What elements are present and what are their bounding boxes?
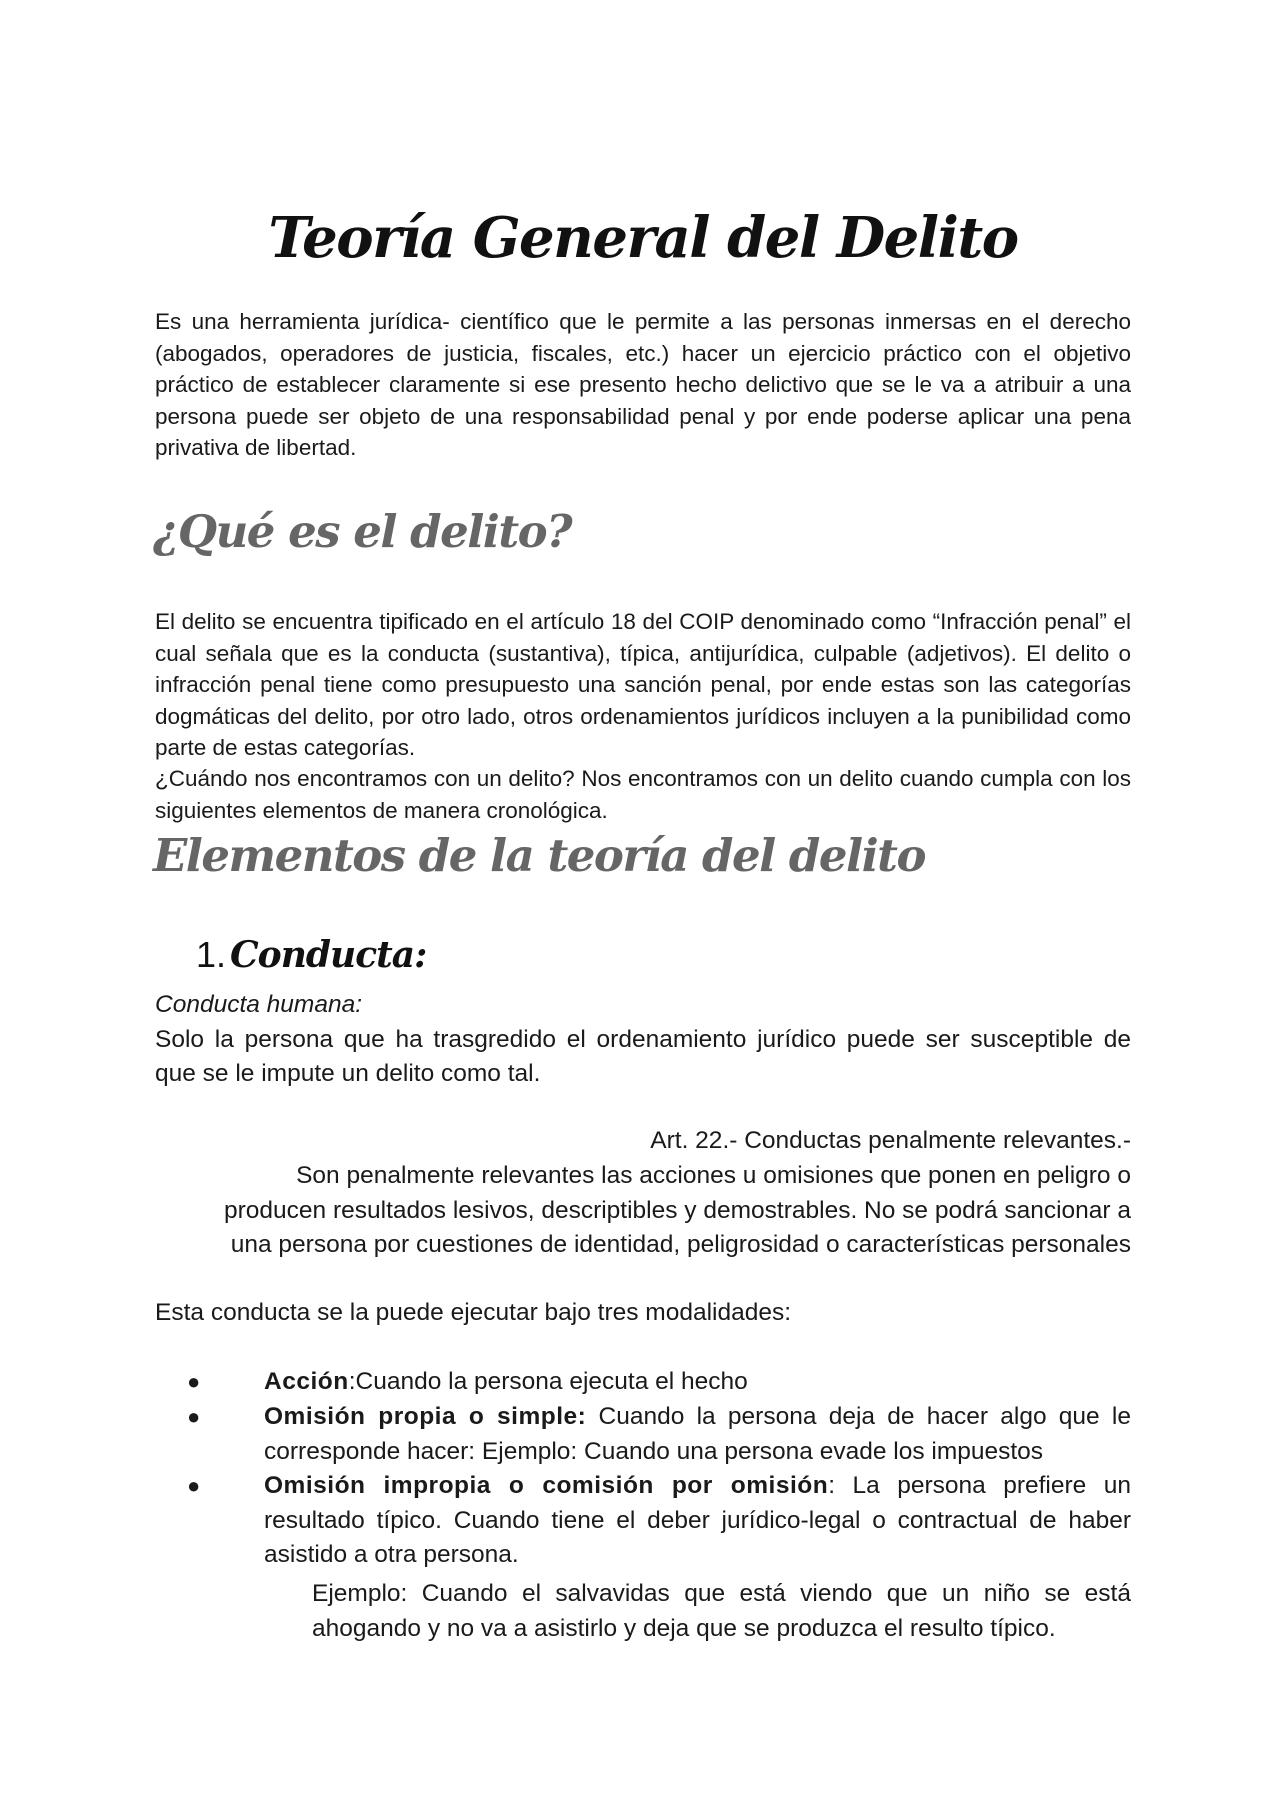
conducta-humana-text: Solo la persona que ha trasgredido el ordenamiento jurídico puede ser susceptible de que se le impute un delito como tal.: [155, 1026, 1131, 1087]
numbered-heading-conducta: [196, 930, 426, 980]
conducta-humana-subheading: Conducta humana:: [155, 991, 363, 1018]
article-22-line: una persona por cuestiones de identidad, peligrosidad o características personales: [230, 1231, 1131, 1258]
page-title: Teoría General del Delito: [268, 205, 1018, 271]
conducta-heading-label: Conducta:: [230, 934, 427, 976]
section-heading-que-es-delito: ¿Qué es el delito?: [153, 505, 572, 558]
modality-description: : La persona prefiere un resultado típico. Cuando tiene el deber jurídico-legal o contractual de haber asistido a otra persona.: [264, 1472, 1131, 1568]
article-22-title: Art. 22.- Conductas penalmente relevantes.-: [650, 1127, 1131, 1154]
delito-question-paragraph: ¿Cuándo nos encontramos con un delito? Nos encontramos con un delito cuando cumpla con los siguientes elementos de manera cronológica.: [155, 766, 1131, 823]
example-paragraph: Ejemplo: Cuando el salvavidas que está viendo que un niño se está ahogando y no va a asistirlo y deja que se produzca el resulto típico.: [312, 1580, 1131, 1642]
modality-term: Omisión impropia o comisión por omisión: [264, 1472, 829, 1499]
bullet-icon: ●: [187, 1473, 201, 1498]
intro-paragraph: Es una herramienta jurídica- científico que le permite a las personas inmersas en el derecho (abogados, operadores de justicia, fiscales, etc.) hacer un ejercicio práctico con el objetivo práctico de establecer claramente si ese presento hecho delictivo que se le va a atribuir a una persona puede ser objeto de una responsabilidad penal y por ende poderse aplicar una pena privativa de libertad.: [155, 309, 1131, 460]
bullet-icon: ●: [187, 1404, 201, 1429]
modality-description: Cuando la persona deja de hacer algo que le corresponde hacer: Ejemplo: Cuando una persona evade los impuestos: [264, 1403, 1131, 1465]
bullet-icon: ●: [187, 1369, 201, 1394]
delito-definition-paragraph: El delito se encuentra tipificado en el artículo 18 del COIP denominado como “Infracción penal” el cual señala que es la conducta (sustantiva), típica, antijurídica, culpable (adjetivos). El delito o infracción penal tiene como presupuesto una sanción penal, por ende estas son las categorías dogmáticas del delito, por otro lado, otros ordenamientos jurídicos incluyen a la punibilidad como parte de estas categorías.: [155, 609, 1131, 760]
article-22-quote: [155, 1159, 1131, 1263]
list-number: 1.: [196, 934, 227, 975]
modalities-intro: Esta conducta se la puede ejecutar bajo tres modalidades:: [155, 1299, 792, 1326]
modality-description: :Cuando la persona ejecuta el hecho: [348, 1368, 748, 1395]
article-22-line: Son penalmente relevantes las acciones u omisiones que ponen en peligro o: [296, 1162, 1131, 1189]
modality-term: Acción: [264, 1368, 349, 1395]
section-heading-elementos: Elementos de la teoría del delito: [153, 829, 925, 882]
modality-term: Omisión propia o simple:: [264, 1403, 587, 1430]
article-22-line: producen resultados lesivos, descriptibles y demostrables. No se podrá sancionar a: [224, 1196, 1131, 1224]
